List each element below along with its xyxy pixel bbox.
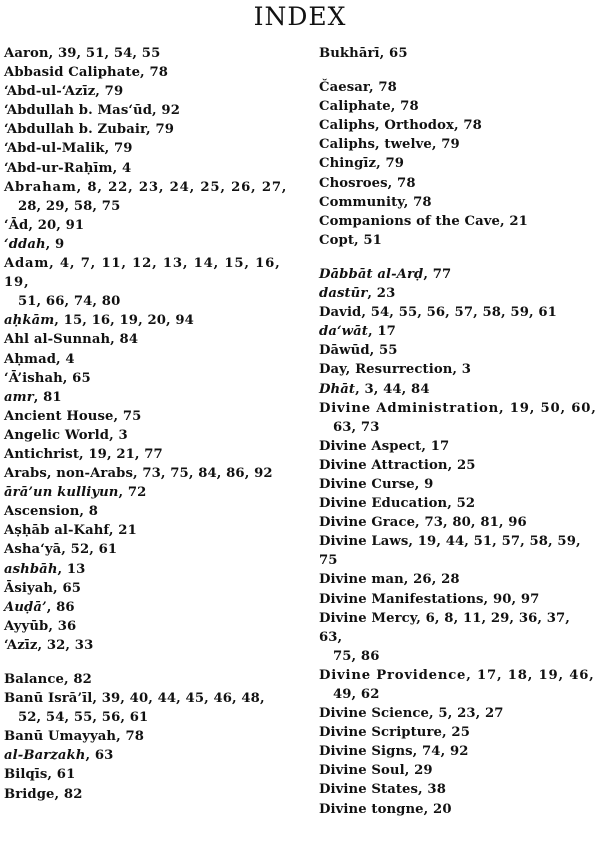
index-entry-continuation: 28, 29, 58, 75 xyxy=(18,198,121,214)
index-entry: Bridge, 82 xyxy=(4,786,83,802)
index-entry: Ascension, 8 xyxy=(4,504,99,520)
index-entry: Divine Aspect, 17 xyxy=(319,438,450,454)
index-entry-continuation: 51, 66, 74, 80 xyxy=(18,294,121,310)
index-entry: Copt, 51 xyxy=(319,232,382,248)
index-entry: Divine Scripture, 25 xyxy=(319,725,470,741)
index-entry: ‘Abdullah b. Zubair, 79 xyxy=(4,122,174,138)
section-gap xyxy=(319,250,597,265)
index-entry: Banū Umayyah, 78 xyxy=(4,729,145,745)
index-entry: Āsiyah, 65 xyxy=(4,580,81,596)
index-entry: Asha‘yā, 52, 61 xyxy=(4,542,118,558)
index-entry: Community, 78 xyxy=(319,194,432,210)
index-entry: Divine Attraction, 25 xyxy=(319,457,476,473)
index-entry: Divine tongne, 20 xyxy=(319,801,452,817)
page-title: INDEX xyxy=(253,2,347,31)
section-gap xyxy=(4,655,296,670)
index-entry: ‘Abd-ul-‘Azīz, 79 xyxy=(4,84,124,100)
index-entry: Abraham, 8, 22, 23, 24, 25, 26, 27, xyxy=(4,179,288,195)
index-entry: Aaron, 39, 51, 54, 55 xyxy=(4,46,161,61)
index-column-left xyxy=(4,44,296,804)
index-entry: da‘wāt, 17 xyxy=(319,324,396,340)
index-entry: Dāwūd, 55 xyxy=(319,343,398,359)
index-entry-continuation: 63, 73 xyxy=(333,419,380,435)
index-entry: ‘Ā’ishah, 65 xyxy=(4,370,91,386)
index-entry-continuation: 49, 62 xyxy=(333,687,380,702)
index-entry: Balance, 82 xyxy=(4,672,92,687)
index-entry: dastūr, 23 xyxy=(319,286,396,302)
index-entry: David, 54, 55, 56, 57, 58, 59, 61 xyxy=(319,305,557,321)
index-entry: ‘Ād, 20, 91 xyxy=(4,217,85,233)
index-entry: Chingīz, 79 xyxy=(319,156,405,172)
index-entry: Dābbāt al-Arḍ, 77 xyxy=(319,266,452,282)
index-entry: Divine Administration, 19, 50, 60, xyxy=(319,400,597,416)
index-entry: aḥkām, 15, 16, 19, 20, 94 xyxy=(4,313,194,329)
index-entry: ‘Abd-ul-Malik, 79 xyxy=(4,141,133,157)
index-entry: ‘Abd-ur-Raḥīm, 4 xyxy=(4,160,132,176)
index-entry: Divine Mercy, 6, 8, 11, 29, 36, 37, 63, xyxy=(319,610,570,645)
index-entry: Divine man, 26, 28 xyxy=(319,572,460,588)
index-entry-continuation: 52, 54, 55, 56, 61 xyxy=(18,710,149,726)
index-entry: ārā’un kulliyun, 72 xyxy=(4,485,147,501)
index-entry: al-Barzakh, 63 xyxy=(4,748,114,764)
index-entry: Arabs, non-Arabs, 73, 75, 84, 86, 92 xyxy=(4,466,273,482)
index-entry: ‘Azīz, 32, 33 xyxy=(4,637,94,653)
index-entry: Divine Soul, 29 xyxy=(319,763,433,779)
index-entry: Aṣḥāb al-Kahf, 21 xyxy=(4,523,137,539)
index-entry: Bilqīs, 61 xyxy=(4,767,76,783)
index-entry: Dhāt, 3, 44, 84 xyxy=(319,381,430,397)
index-entry: ashbāh, 13 xyxy=(4,561,86,577)
index-entry: Divine Grace, 73, 80, 81, 96 xyxy=(319,515,527,531)
index-entry: Ancient House, 75 xyxy=(4,408,142,424)
index-entry: Chosroes, 78 xyxy=(319,175,416,191)
index-entry-continuation: 75, 86 xyxy=(333,648,380,664)
index-entry: Divine Laws, 19, 44, 51, 57, 58, 59, 75 xyxy=(319,534,581,569)
index-entry: Adam, 4, 7, 11, 12, 13, 14, 15, 16, 19, xyxy=(4,256,281,291)
index-entry: Divine Education, 52 xyxy=(319,496,476,512)
index-entry: ‘ddah, 9 xyxy=(4,236,65,252)
index-entry: Day, Resurrection, 3 xyxy=(319,362,472,378)
index-entry: Divine Science, 5, 23, 27 xyxy=(319,706,504,722)
index-entry: Companions of the Cave, 21 xyxy=(319,213,528,229)
index-entry: Divine States, 38 xyxy=(319,782,446,798)
index-entry: amr, 81 xyxy=(4,389,62,405)
index-entry: Angelic World, 3 xyxy=(4,427,128,443)
index-entry: Caliphs, Orthodox, 78 xyxy=(319,118,482,134)
index-entry: Ahl al-Sunnah, 84 xyxy=(4,332,139,348)
index-entry: Antichrist, 19, 21, 77 xyxy=(4,446,163,462)
index-entry: Banū Isrā’īl, 39, 40, 44, 45, 46, 48, xyxy=(4,691,265,707)
index-entry: Caliphs, twelve, 79 xyxy=(319,137,460,153)
index-entry: Divine Manifestations, 90, 97 xyxy=(319,591,540,607)
index-entry: Abbasid Caliphate, 78 xyxy=(4,65,168,81)
index-entry: Aḥmad, 4 xyxy=(4,351,75,367)
index-entry: Čaesar, 78 xyxy=(319,80,397,96)
index-entry: Ayyūb, 36 xyxy=(4,618,77,634)
index-column-right xyxy=(319,44,597,819)
index-entry: Bukhārī, 65 xyxy=(319,46,408,61)
index-entry: Divine Curse, 9 xyxy=(319,476,434,492)
index-entry: Auḍā’, 86 xyxy=(4,599,75,615)
index-entry: Caliphate, 78 xyxy=(319,99,419,115)
index-entry: ‘Abdullah b. Mas‘ūd, 92 xyxy=(4,103,180,119)
index-entry: Divine Providence, 17, 18, 19, 46, xyxy=(319,667,595,683)
section-gap xyxy=(319,63,597,78)
index-entry: Divine Signs, 74, 92 xyxy=(319,744,469,760)
